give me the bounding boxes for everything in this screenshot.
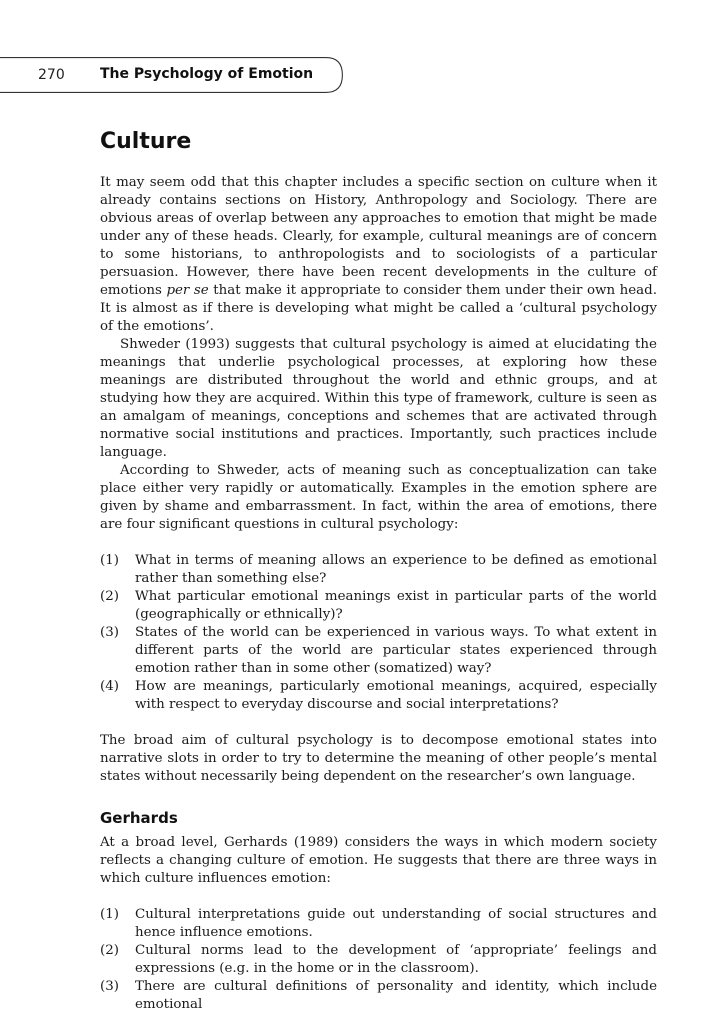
section-heading-culture: Culture — [100, 129, 192, 154]
question-list — [100, 552, 657, 714]
section-heading-gerhards: Gerhards — [100, 809, 178, 827]
paragraph: It may seem odd that this chapter includes a specific section on culture when it already contains sections on History, Anthropology and Sociology. There are obvious areas of overlap between any approaches to emotion that might be made under any of these heads. Clearly, for example, cultural meanings are of concern to some historians, to anthropologists and to sociologists of a particular persuasion. However, there have been recent developments in the culture of emotions per se that make it appropriate to consider them under their own head. It is almost as if there is developing what might be called a ‘cultural psychology of the emotions’. — [100, 175, 657, 334]
page-content — [100, 128, 657, 1032]
influence-list — [100, 906, 657, 1014]
list-item: (4) How are meanings, particularly emotional meanings, acquired, especially with respect to everyday discourse and social interpretations? — [100, 679, 657, 712]
paragraph: At a broad level, Gerhards (1989) considers the ways in which modern society reflects a changing culture of emotion. He suggests that there are three ways in which culture influences emotion: — [100, 835, 657, 886]
list-item: (1) What in terms of meaning allows an experience to be defined as emotional rather than something else? — [100, 553, 657, 586]
list-item: (3) There are cultural definitions of personality and identity, which include emotional — [100, 979, 657, 1012]
list-item: (1) Cultural interpretations guide out understanding of social structures and hence influence emotions. — [100, 907, 657, 940]
list-item: (2) What particular emotional meanings exist in particular parts of the world (geographically or ethnically)? — [100, 589, 657, 622]
paragraph: Shweder (1993) suggests that cultural psychology is aimed at elucidating the meanings that underlie psychological processes, at exploring how these meanings are distributed throughout the world and ethnic groups, and at studying how they are acquired. Within this type of framework, culture is seen as an amalgam of meanings, conceptions and schemes that are activated through normative social institutions and practices. Importantly, such practices include language. — [100, 337, 657, 460]
paragraph: The broad aim of cultural psychology is to decompose emotional states into narrative slots in order to try to determine the meaning of other people’s mental states without necessarily being dependent on the researcher’s own language. — [100, 733, 657, 784]
page-number: 270 — [38, 67, 65, 83]
list-item: (3) States of the world can be experienced in various ways. To what extent in different parts of the world are particular states experienced through emotion rather than in some other (somatized) way? — [100, 625, 657, 676]
running-title: The Psychology of Emotion — [100, 66, 314, 82]
paragraph: According to Shweder, acts of meaning such as conceptualization can take place either very rapidly or automatically. Examples in the emotion sphere are given by shame and embarrassment. In fact, within the area of emotions, there are four significant questions in cultural psychology: — [100, 463, 657, 532]
list-item: (2) Cultural norms lead to the development of ‘appropriate’ feelings and expressions (e.g. in the home or in the classroom). — [100, 943, 657, 976]
